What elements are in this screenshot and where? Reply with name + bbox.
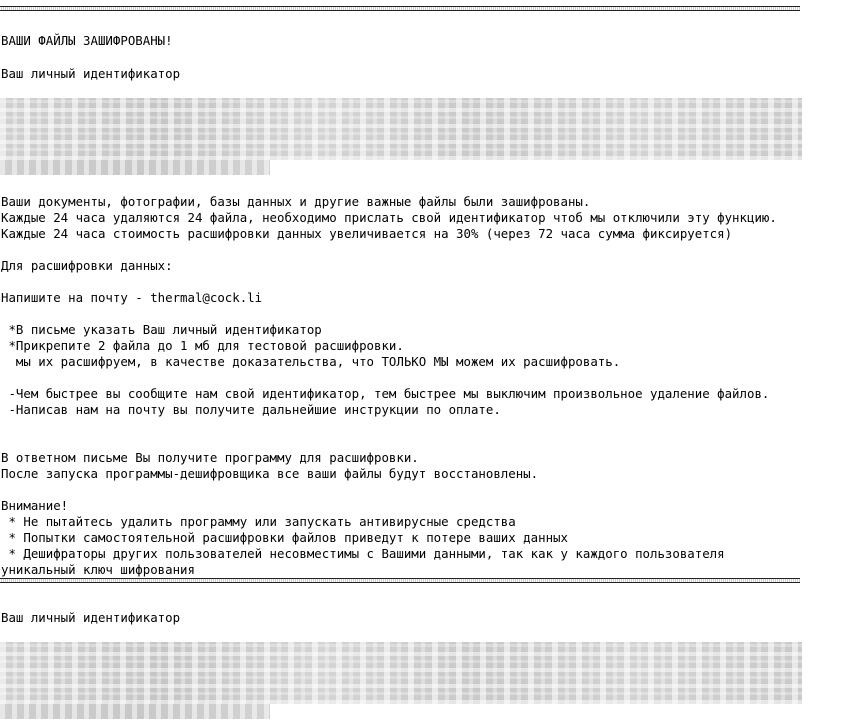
info-line-3: Каждые 24 часа стоимость расшифровки данных увеличивается на 30% (через 72 часа сумма фиксируется) <box>1 226 733 241</box>
warning-line-2: * Попытки самостоятельной расшифровки файлов приведут к потере ваших данных <box>1 530 568 545</box>
id-label-repeat: Ваш личный идентификатор <box>1 610 181 625</box>
separator-bottom <box>0 578 800 583</box>
instruction-line-3: мы их расшифруем, в качестве доказательства, что ТОЛЬКО МЫ можем их расшифровать. <box>1 354 621 369</box>
contact-email-line: Напишите на почту - thermal@cock.li <box>1 290 263 305</box>
instruction-line-1: *В письме указать Ваш личный идентификатор <box>1 322 322 337</box>
decrypt-heading: Для расшифровки данных: <box>1 258 173 273</box>
id-label: Ваш личный идентификатор <box>1 66 181 81</box>
redacted-identifier-tail-repeat <box>0 704 270 719</box>
warning-line-1: * Не пытайтесь удалить программу или запускать антивирусные средства <box>1 514 516 529</box>
instruction-line-2: *Прикрепите 2 файла до 1 мб для тестовой расшифровки. <box>1 338 404 353</box>
warning-line-3: * Дешифраторы других пользователей несовместимы с Вашими данными, так как у каждого пользователя <box>1 546 725 561</box>
redacted-identifier-tail <box>0 160 270 175</box>
redacted-identifier-block <box>0 98 802 160</box>
note-line-2: -Написав нам на почту вы получите дальнейшие инструкции по оплате. <box>1 402 501 417</box>
info-line-1: Ваши документы, фотографии, базы данных и другие важные файлы были зашифрованы. <box>1 194 591 209</box>
warning-heading: Внимание! <box>1 498 69 513</box>
reply-line-2: После запуска программы-дешифровщика все ваши файлы будут восстановлены. <box>1 466 539 481</box>
separator-top <box>0 6 800 11</box>
note-line-1: -Чем быстрее вы сообщите нам свой идентификатор, тем быстрее мы выключим произвольное удаление файлов. <box>1 386 770 401</box>
redacted-identifier-block-repeat <box>0 642 802 704</box>
warning-line-4: уникальный ключ шифрования <box>1 562 195 577</box>
note-title: ВАШИ ФАЙЛЫ ЗАШИФРОВАНЫ! <box>1 33 173 48</box>
reply-line-1: В ответном письме Вы получите программу для расшифровки. <box>1 450 419 465</box>
info-line-2: Каждые 24 часа удаляются 24 файла, необходимо прислать свой идентификатор чтоб мы отключили эту функцию. <box>1 210 777 225</box>
